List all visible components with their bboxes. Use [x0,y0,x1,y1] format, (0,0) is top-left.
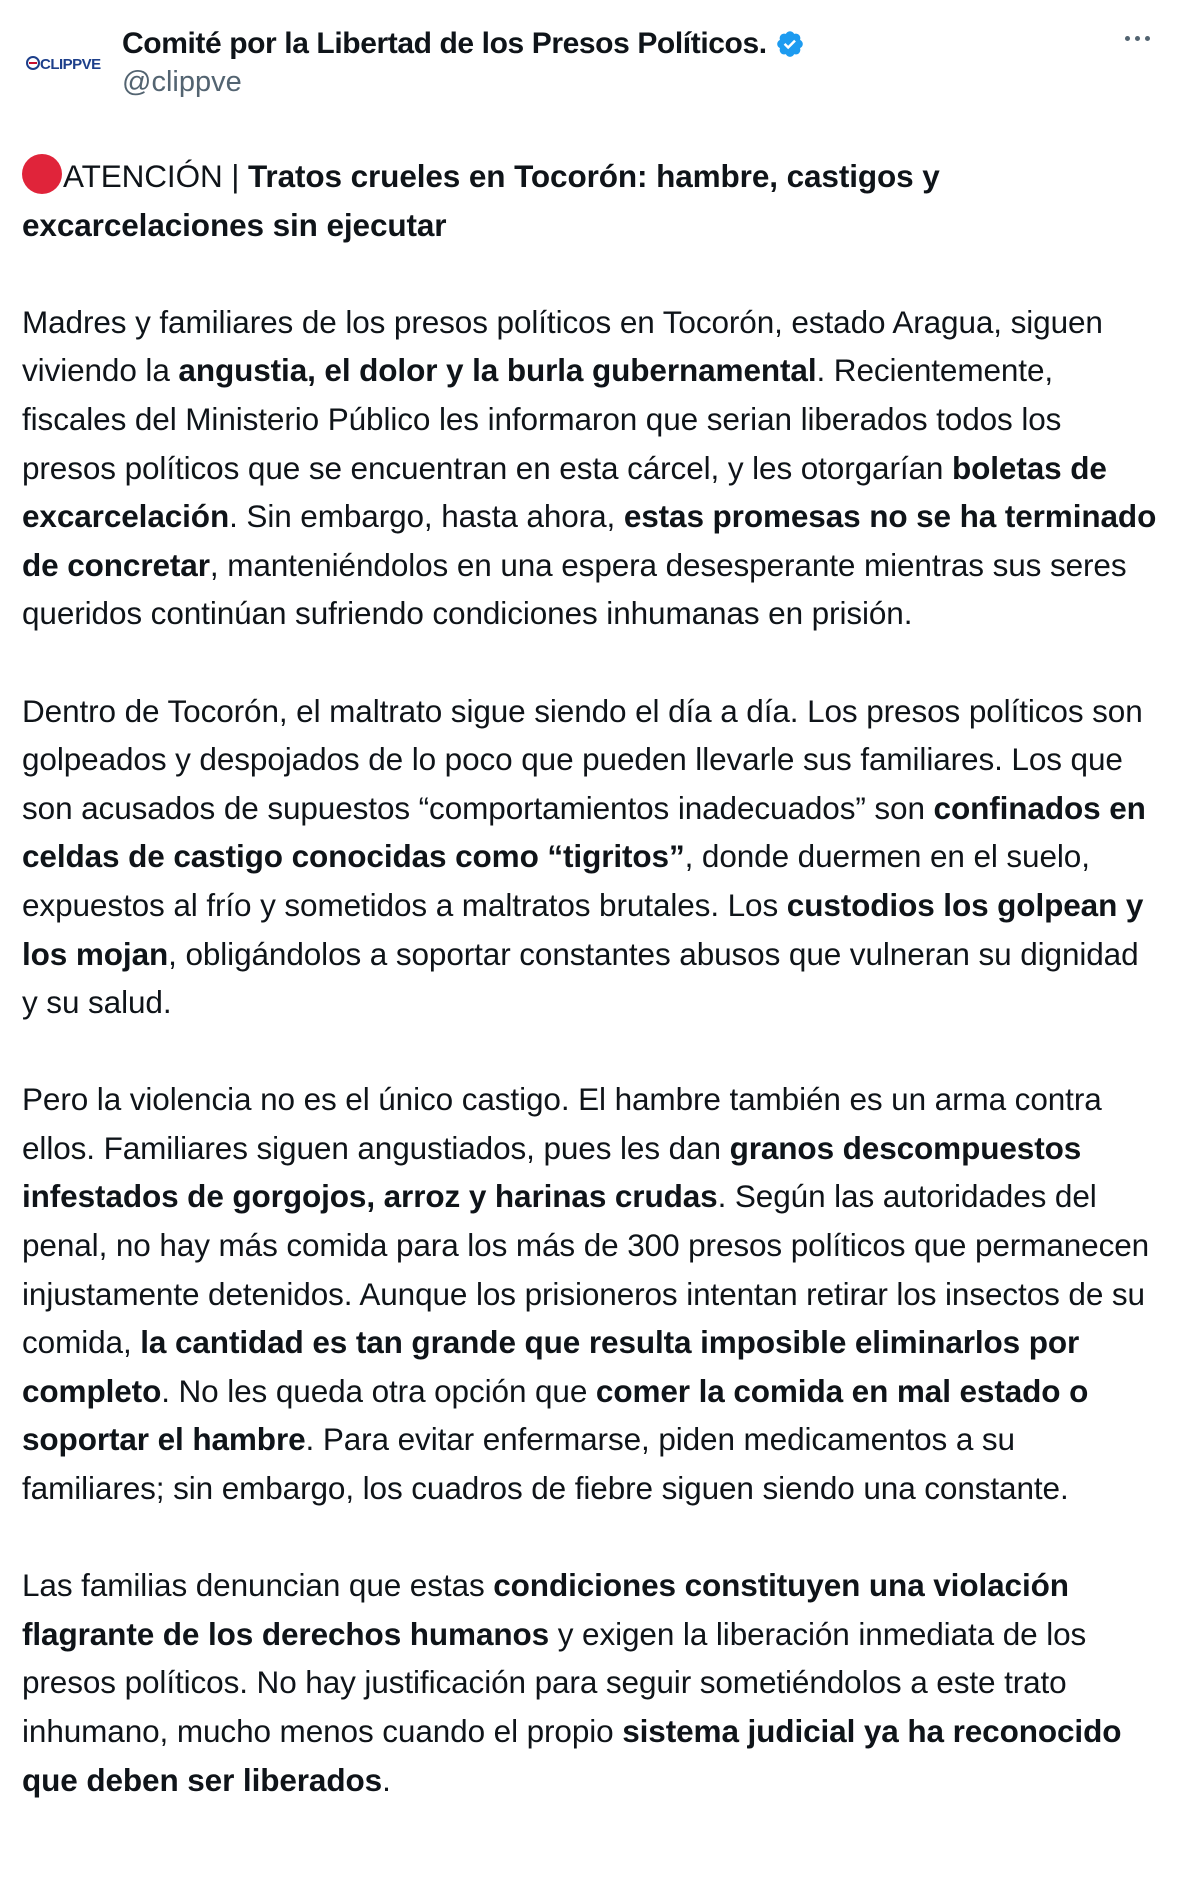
p3-text-3: . No les queda otra opción que [161,1372,596,1409]
p3-text-1: Pero la violencia no es el único castigo. El hambre también es un arma contra ellos. Familiares siguen angustiados, pues les dan [22,1081,1102,1166]
p3-text-4: . Para evitar enfermarse, piden medicamentos a su familiares; sin embargo, los cuadros de fiebre siguen siendo una constante. [22,1421,1069,1507]
svg-text:CLIPPVE: CLIPPVE [40,56,101,73]
p3-bold-3: comer la comida en mal estado o soportar el hambre [22,1372,1089,1458]
p1-text-1: Madres y familiares de los presos políticos en Tocorón, estado Aragua, siguen viviendo la [22,303,1103,389]
p1-text-3: . Sin embargo, hasta ahora, [229,498,624,535]
p2-bold-1: confinados en celdas de castigo conocidas como “tigritos” [22,789,1146,875]
p4-text-3: . [382,1761,391,1798]
author-identity [122,22,805,99]
avatar[interactable] [22,22,104,104]
p1-bold-3: estas promesas no se ha terminado de concretar [22,498,1157,583]
p2-text-2: , donde duermen en el suelo, expuestos al frío y sometidos a maltratos brutales. Los [22,838,1090,923]
p1-text-2: . Recientemente, fiscales del Ministerio Público les informaron que serian liberados todos los presos políticos que se encuentran en esta cárcel, y les otorgarían [22,352,1062,486]
verified-badge-icon[interactable] [775,29,805,59]
paragraph-1 [22,298,1160,638]
more-dot [1145,36,1150,41]
p4-text-2: y exigen la liberación inmediata de los presos políticos. No hay justificación para seguir sometiéndolos a este trato inhumano, mucho menos cuando el propio [22,1615,1087,1749]
p3-bold-1: granos descompuestos infestados de gorgojos, arroz y harinas crudas [22,1129,1082,1215]
headline-bold: Tratos crueles en Tocorón: hambre, castigos y excarcelaciones sin ejecutar [22,158,940,243]
author-handle[interactable]: @clippve [122,66,242,98]
more-dot [1125,36,1130,41]
clippve-logo [25,43,101,83]
p1-bold-1: angustia, el dolor y la burla gubernamental [178,352,817,389]
paragraph-3 [22,1075,1160,1512]
headline-prefix: ATENCIÓN | [63,158,249,194]
more-options-icon[interactable] [1112,18,1162,58]
name-row [122,24,805,64]
paragraph-2 [22,687,1160,1027]
p4-bold-1: condiciones constituyen una violación flagrante de los derechos humanos [22,1567,1069,1652]
paragraph-4 [22,1561,1160,1804]
p2-text-1: Dentro de Tocorón, el maltrato sigue siendo el día a día. Los presos políticos son golpeados y despojados de lo poco que pueden llevarle sus familiares. Los que son acusados de supuestos “comportamientos inadecuados” son [22,692,1143,826]
p4-bold-2: sistema judicial ya ha reconocido que deben ser liberados [22,1713,1122,1798]
p3-text-2: . Según las autoridades del penal, no hay más comida para los más de 300 presos políticos que permanecen injustamente detenidos. Aunque los prisioneros intentan retirar los insectos de su comida, [22,1178,1150,1361]
p4-text-1: Las familias denuncian que estas [22,1567,494,1604]
red-circle-icon [22,154,62,194]
tweet-headline [22,152,1160,249]
p1-bold-2: boletas de excarcelación [22,449,1107,535]
tweet-header [22,22,1160,108]
p1-text-4: , manteniéndolos en una espera desesperante mientras sus seres queridos continúan sufriendo condiciones inhumanas en prisión. [22,546,1127,632]
author-display-name[interactable]: Comité por la Libertad de los Presos Políticos. [122,27,767,60]
more-dot [1135,36,1140,41]
p2-bold-2: custodios los golpean y los mojan [22,886,1144,972]
p2-text-3: , obligándolos a soportar constantes abusos que vulneran su dignidad y su salud. [22,935,1139,1021]
p3-bold-2: la cantidad es tan grande que resulta imposible eliminarlos por completo [22,1324,1080,1409]
tweet-text [22,152,1160,1804]
